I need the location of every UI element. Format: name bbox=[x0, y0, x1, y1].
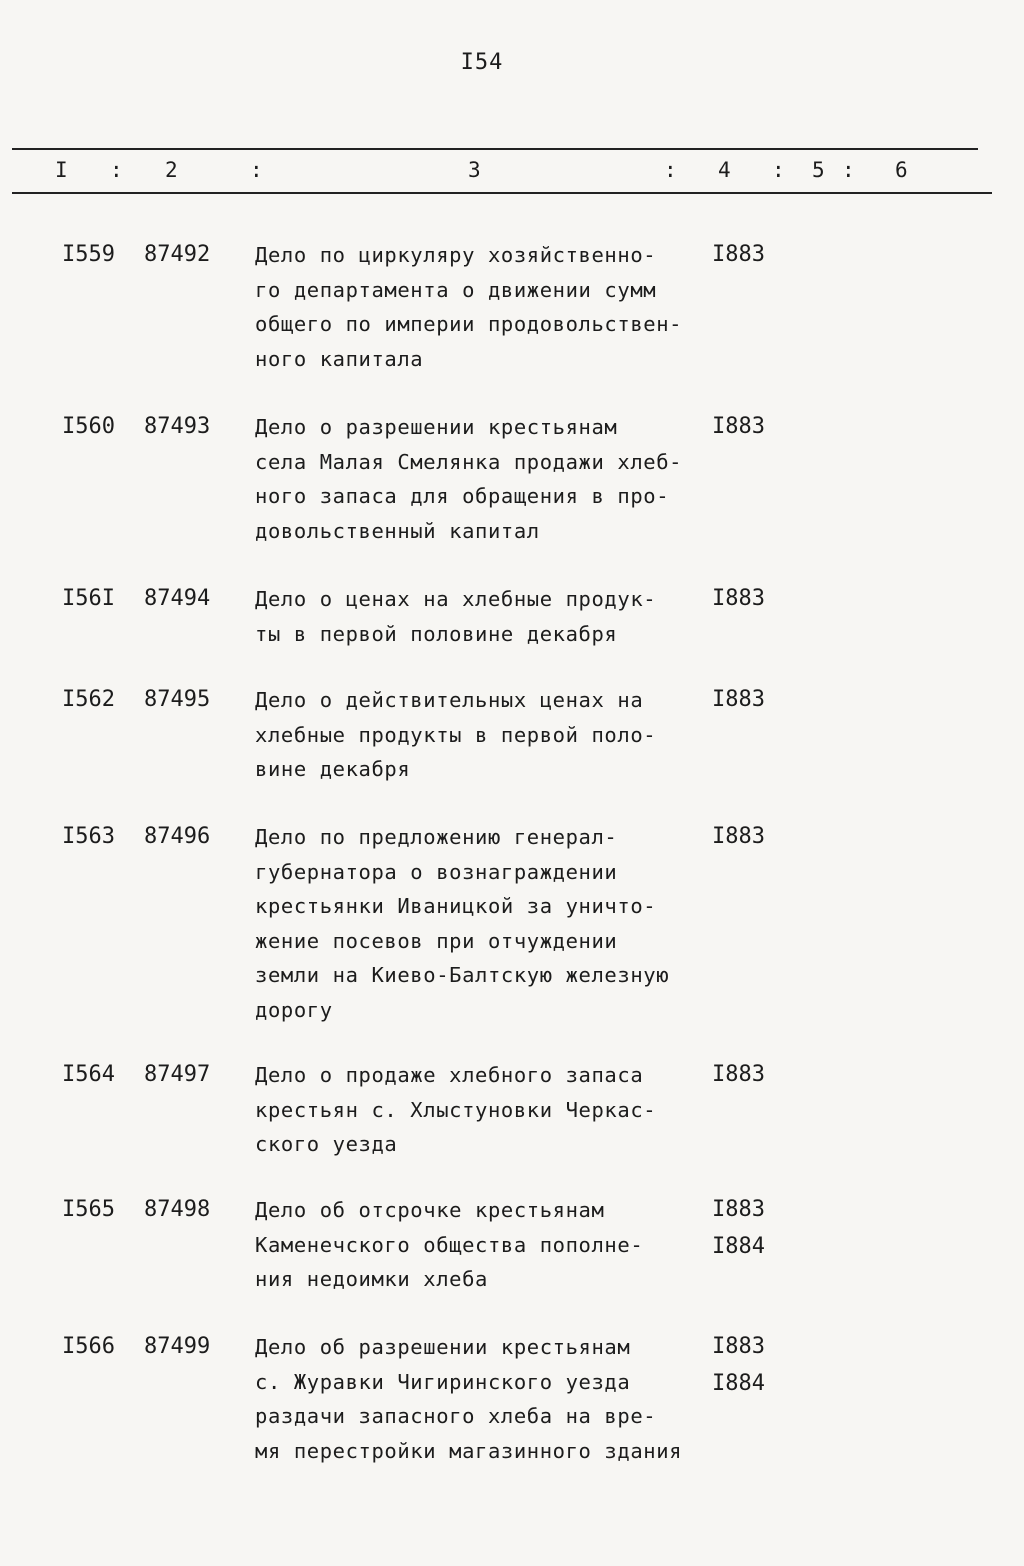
description-line: губернатора о вознаграждении bbox=[255, 859, 618, 884]
entry-year: I883 bbox=[712, 242, 765, 267]
entry-years bbox=[712, 1058, 765, 1093]
entry-years bbox=[712, 410, 765, 445]
archive-number: 87496 bbox=[144, 824, 211, 849]
column-header-1: I bbox=[55, 158, 68, 182]
description-line: вине декабря bbox=[255, 757, 411, 781]
description-line: хлебные продукты в первой поло- bbox=[255, 722, 657, 747]
description-line: го департамента о движении сумм bbox=[255, 277, 657, 302]
description-line: крестьян с. Хлыстуновки Черкас- bbox=[255, 1097, 657, 1122]
entry-number: I56I bbox=[62, 586, 115, 611]
description-line: Дело по предложению генерал- bbox=[255, 825, 618, 849]
entry-year: I883 bbox=[712, 687, 765, 712]
entry-years bbox=[712, 582, 765, 617]
column-separator: : bbox=[110, 158, 123, 182]
archive-number: 87497 bbox=[144, 1062, 211, 1087]
entry-year: I884 bbox=[712, 1370, 765, 1396]
header-top-rule bbox=[12, 148, 978, 150]
description-line: села Малая Смелянка продажи хлеб- bbox=[255, 449, 683, 474]
entry-number: I564 bbox=[62, 1062, 115, 1087]
entry-number: I566 bbox=[62, 1334, 115, 1359]
description-line: Дело о ценах на хлебные продук- bbox=[255, 587, 657, 611]
entry-description bbox=[255, 410, 725, 548]
entry-description bbox=[255, 1058, 725, 1162]
entry-number: I563 bbox=[62, 824, 115, 849]
column-header-2: 2 bbox=[165, 158, 178, 182]
entry-year: I883 bbox=[712, 1334, 765, 1359]
archive-number: 87492 bbox=[144, 242, 211, 267]
column-separator: : bbox=[250, 158, 263, 182]
description-line: Дело о продаже хлебного запаса bbox=[255, 1063, 644, 1087]
page-number: I54 bbox=[460, 50, 504, 75]
column-header-6: 6 bbox=[895, 158, 908, 182]
description-line: ты в первой половине декабря bbox=[255, 621, 618, 646]
entry-number: I559 bbox=[62, 242, 115, 267]
entry-description bbox=[255, 1330, 725, 1468]
entry-year: I884 bbox=[712, 1233, 765, 1259]
description-line: Дело о действительных ценах на bbox=[255, 688, 644, 712]
entry-number: I560 bbox=[62, 414, 115, 439]
description-line: Дело по циркуляру хозяйственно- bbox=[255, 243, 657, 267]
archive-number: 87494 bbox=[144, 586, 211, 611]
entry-year: I883 bbox=[712, 1062, 765, 1087]
archive-number: 87499 bbox=[144, 1334, 211, 1359]
entry-year: I883 bbox=[712, 1197, 765, 1222]
description-line: довольственный капитал bbox=[255, 518, 540, 543]
header-bottom-rule bbox=[12, 192, 992, 194]
description-line: общего по империи продовольствен- bbox=[255, 312, 683, 336]
entry-years bbox=[712, 238, 765, 273]
entry-year: I883 bbox=[712, 414, 765, 439]
description-line: мя перестройки магазинного здания bbox=[255, 1438, 683, 1463]
archive-number: 87493 bbox=[144, 414, 211, 439]
description-line: крестьянки Иваницкой за уничто- bbox=[255, 894, 657, 918]
archive-number: 87498 bbox=[144, 1197, 211, 1222]
entry-years bbox=[712, 1330, 765, 1403]
description-line: дорогу bbox=[255, 997, 333, 1022]
column-separator: : bbox=[842, 158, 855, 182]
description-line: ния недоимки хлеба bbox=[255, 1267, 488, 1291]
entry-year: I883 bbox=[712, 586, 765, 611]
description-line: Дело об разрешении крестьянам bbox=[255, 1335, 631, 1359]
description-line: ного запаса для обращения в про- bbox=[255, 484, 670, 508]
description-line: жение посевов при отчуждении bbox=[255, 928, 618, 953]
description-line: с. Журавки Чигиринского уезда bbox=[255, 1369, 631, 1394]
entry-number: I562 bbox=[62, 687, 115, 712]
entry-description bbox=[255, 820, 725, 1027]
entry-description bbox=[255, 582, 725, 651]
entry-years bbox=[712, 683, 765, 718]
description-line: ского уезда bbox=[255, 1132, 398, 1156]
entry-number: I565 bbox=[62, 1197, 115, 1222]
column-header-5: 5 bbox=[812, 158, 825, 182]
column-header-3: 3 bbox=[468, 158, 481, 182]
entry-description bbox=[255, 1193, 725, 1297]
entry-description bbox=[255, 238, 725, 376]
entry-years bbox=[712, 1193, 765, 1266]
entry-years bbox=[712, 820, 765, 855]
description-line: ного капитала bbox=[255, 346, 424, 371]
description-line: земли на Киево-Балтскую железную bbox=[255, 963, 670, 987]
entry-year: I883 bbox=[712, 824, 765, 849]
description-line: раздачи запасного хлеба на вре- bbox=[255, 1404, 657, 1428]
entry-description bbox=[255, 683, 725, 787]
column-header-4: 4 bbox=[718, 158, 731, 182]
description-line: Каменечского общества пополне- bbox=[255, 1232, 644, 1257]
column-separator: : bbox=[772, 158, 785, 182]
description-line: Дело о разрешении крестьянам bbox=[255, 415, 618, 439]
description-line: Дело об отсрочке крестьянам bbox=[255, 1198, 605, 1222]
archive-number: 87495 bbox=[144, 687, 211, 712]
column-separator: : bbox=[664, 158, 677, 182]
